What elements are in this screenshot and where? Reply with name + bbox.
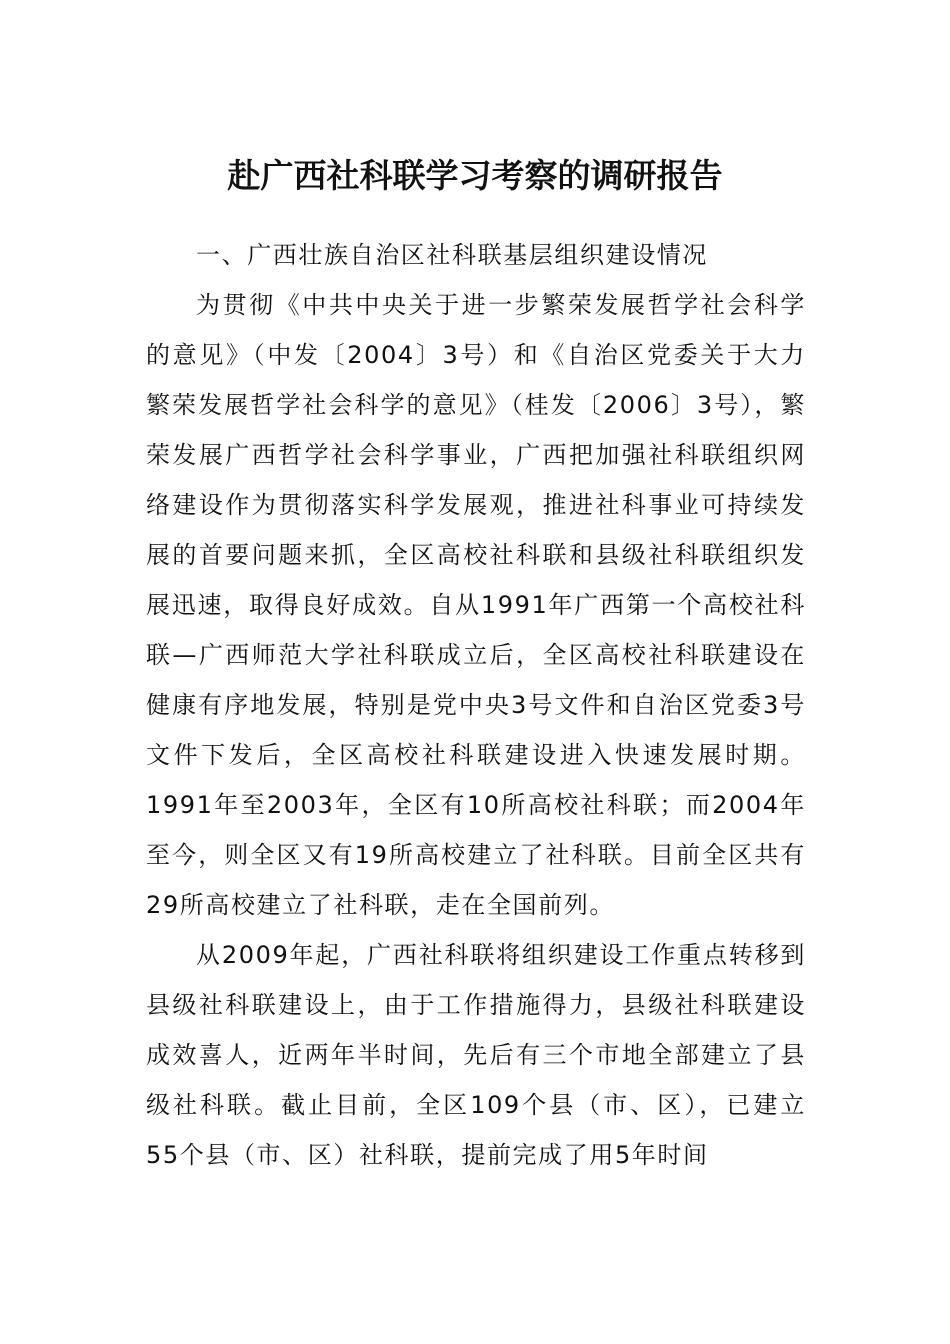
document-body xyxy=(146,230,806,1180)
document-title: 赴广西社科联学习考察的调研报告 xyxy=(227,156,723,195)
paragraph-1: 为贯彻《中共中央关于进一步繁荣发展哲学社会科学的意见》（中发〔2004〕3号）和《自治区党委关于大力繁荣发展哲学社会科学的意见》（桂发〔2006〕3号），繁荣发展广西哲学社会科学事业，广西把加强社科联组织网络建设作为贯彻落实科学发展观，推进社科事业可持续发展的首要问题来抓，全区高校社科联和县级社科联组织发展迅速，取得良好成效。自从1991年广西第一个高校社科联—广西师范大学社科联成立后，全区高校社科联建设在健康有序地发展，特别是党中央3号文件和自治区党委3号文件下发后，全区高校社科联建设进入快速发展时期。1991年至2003年，全区有10所高校社科联；而2004年至今，则全区又有19所高校建立了社科联。目前全区共有29所高校建立了社科联，走在全国前列。 xyxy=(146,291,806,919)
paragraph-2: 从2009年起，广西社科联将组织建设工作重点转移到县级社科联建设上，由于工作措施得力，县级社科联建设成效喜人，近两年半时间，先后有三个市地全部建立了县级社科联。截止目前，全区109个县（市、区），已建立55个县（市、区）社科联，提前完成了用5年时间 xyxy=(146,941,806,1169)
section-heading: 一、广西壮族自治区社科联基层组织建设情况 xyxy=(196,241,708,269)
